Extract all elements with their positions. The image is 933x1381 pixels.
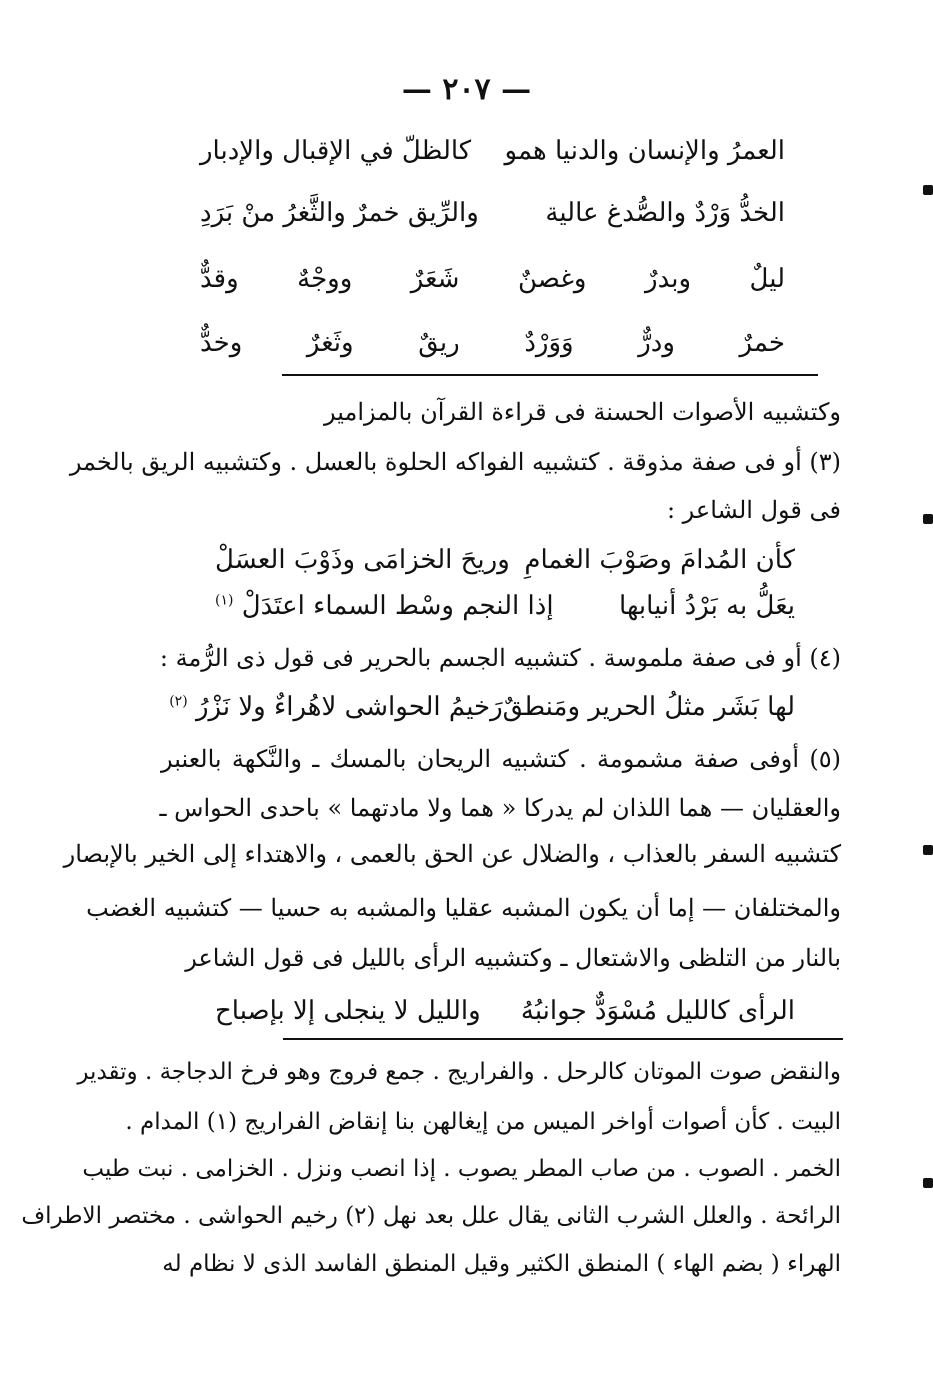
verse-hemistich: كأن المُدامَ وصَوْبَ الغمامِ [524, 545, 795, 575]
margin-mark [923, 845, 933, 855]
word: وخدٌّ [200, 328, 243, 358]
verse-hemistich: والليل لا ينجلى إلا بإصباح [215, 996, 481, 1026]
footnote-line: والنقض صوت الموتان كالرحل . والفراريج . جمع فروج وهو فرخ الدجاجة . وتقدير [77, 1059, 841, 1085]
verse-line [169, 684, 795, 730]
verse-hemistich: العمرُ والإنسان والدنيا همو [504, 136, 785, 166]
word: وثَغرٌ [306, 328, 354, 358]
footnote-line: البيت . كأن أصوات أواخر الميس من إيغالهن بنا إنقاض الفراريج (١) المدام . [125, 1109, 841, 1135]
word: خمرٌ [739, 328, 785, 358]
verse-line [215, 583, 795, 629]
footnote-divider [283, 1038, 843, 1040]
verse-hemistich: يعَلُّ به بَرْدُ أنيابها [619, 591, 795, 621]
word: وقدٌّ [200, 264, 239, 294]
text-line: بالنار من التلظى والاشتعال ـ وكتشبيه الرأى بالليل فى قول الشاعر [185, 944, 841, 972]
margin-mark [923, 1178, 933, 1188]
text-line: والعقليان — هما اللذان لم يدركا « هما ولا مادتهما » باحدى الحواس ـ [159, 794, 841, 822]
footnote-ref: (١) [215, 592, 234, 609]
footnote-line: الرائحة . والعلل الشرب الثانى يقال علل بعد نهل (٢) رخيم الحواشى . مختصر الاطراف [21, 1203, 841, 1229]
text-line: (٥) أوفى صفة مشمومة . كتشبيه الريحان بالمسك ـ والنَّكهة بالعنبر [161, 745, 841, 773]
word: وغصنٌ [518, 264, 587, 294]
verse-hemistich [215, 591, 554, 621]
word: شَعَرٌ [410, 264, 460, 294]
text-line: وكتشبيه الأصوات الحسنة فى قراءة القرآن بالمزامير [324, 398, 841, 426]
verse-hemistich: الخدُّ وَرْدٌ والصُّدغ عالية [545, 198, 785, 228]
verse-hemistich: وريحَ الخزامَى وذَوْبَ العسَلْ [215, 545, 510, 575]
verse-hemistich [169, 692, 502, 722]
verse-hemistich: والرِّيق خمرٌ والثَّغرُ منْ بَرَدِ [200, 198, 479, 228]
text-line: (٤) أو فى صفة ملموسة . كتشبيه الجسم بالحرير فى قول ذى الرُّمة : [159, 644, 841, 672]
section-divider [282, 374, 818, 376]
margin-mark [923, 185, 933, 195]
verse-line [200, 128, 785, 174]
page-number: — ٢٠٧ — [401, 72, 532, 107]
verse-line [215, 988, 795, 1034]
verse-line [200, 190, 785, 236]
verse-text: رَخيمُ الحواشى لاهُراءٌ ولا نَزْرُ [195, 692, 503, 722]
word-row [200, 320, 785, 366]
text-line: كتشبيه السفر بالعذاب ، والضلال عن الحق بالعمى ، والاهتداء إلى الخير بالإبصار [63, 840, 841, 868]
verse-hemistich: لها بَشَر مثلُ الحرير ومَنطقٌ [502, 692, 795, 722]
text-line: فى قول الشاعر : [666, 496, 841, 524]
margin-mark [923, 514, 933, 524]
verse-line [215, 537, 795, 583]
word-row [200, 256, 785, 302]
footnote-line: الهراء ( بضم الهاء ) المنطق الكثير وقيل المنطق الفاسد الذى لا نظام له [162, 1251, 841, 1277]
word: وبدرٌ [645, 264, 692, 294]
footnote-ref: (٢) [169, 693, 188, 710]
word: وَوَرْدٌ [524, 328, 574, 358]
footnote-line: الخمر . الصوب . من صاب المطر يصوب . إذا انصب ونزل . الخزامى . نبت طيب [82, 1156, 841, 1182]
verse-hemistich: كالظلّ في الإقبال والإدبار [200, 136, 472, 166]
text-line: (٣) أو فى صفة مذوقة . كتشبيه الفواكه الحلوة بالعسل . وكتشبيه الريق بالخمر [69, 448, 841, 476]
word: ريقٌ [418, 328, 460, 358]
word: ودرٌّ [638, 328, 675, 358]
verse-hemistich: الرأى كالليل مُسْوَدٌّ جوانبُهُ [520, 996, 795, 1026]
verse-text: إذا النجم وسْط السماء اعتَدَلْ [241, 591, 554, 621]
text-line: والمختلفان — إما أن يكون المشبه عقليا والمشبه به حسيا — كتشبيه الغضب [86, 894, 841, 922]
word: ووجْهٌ [297, 264, 353, 294]
word: ليلٌ [749, 264, 785, 294]
